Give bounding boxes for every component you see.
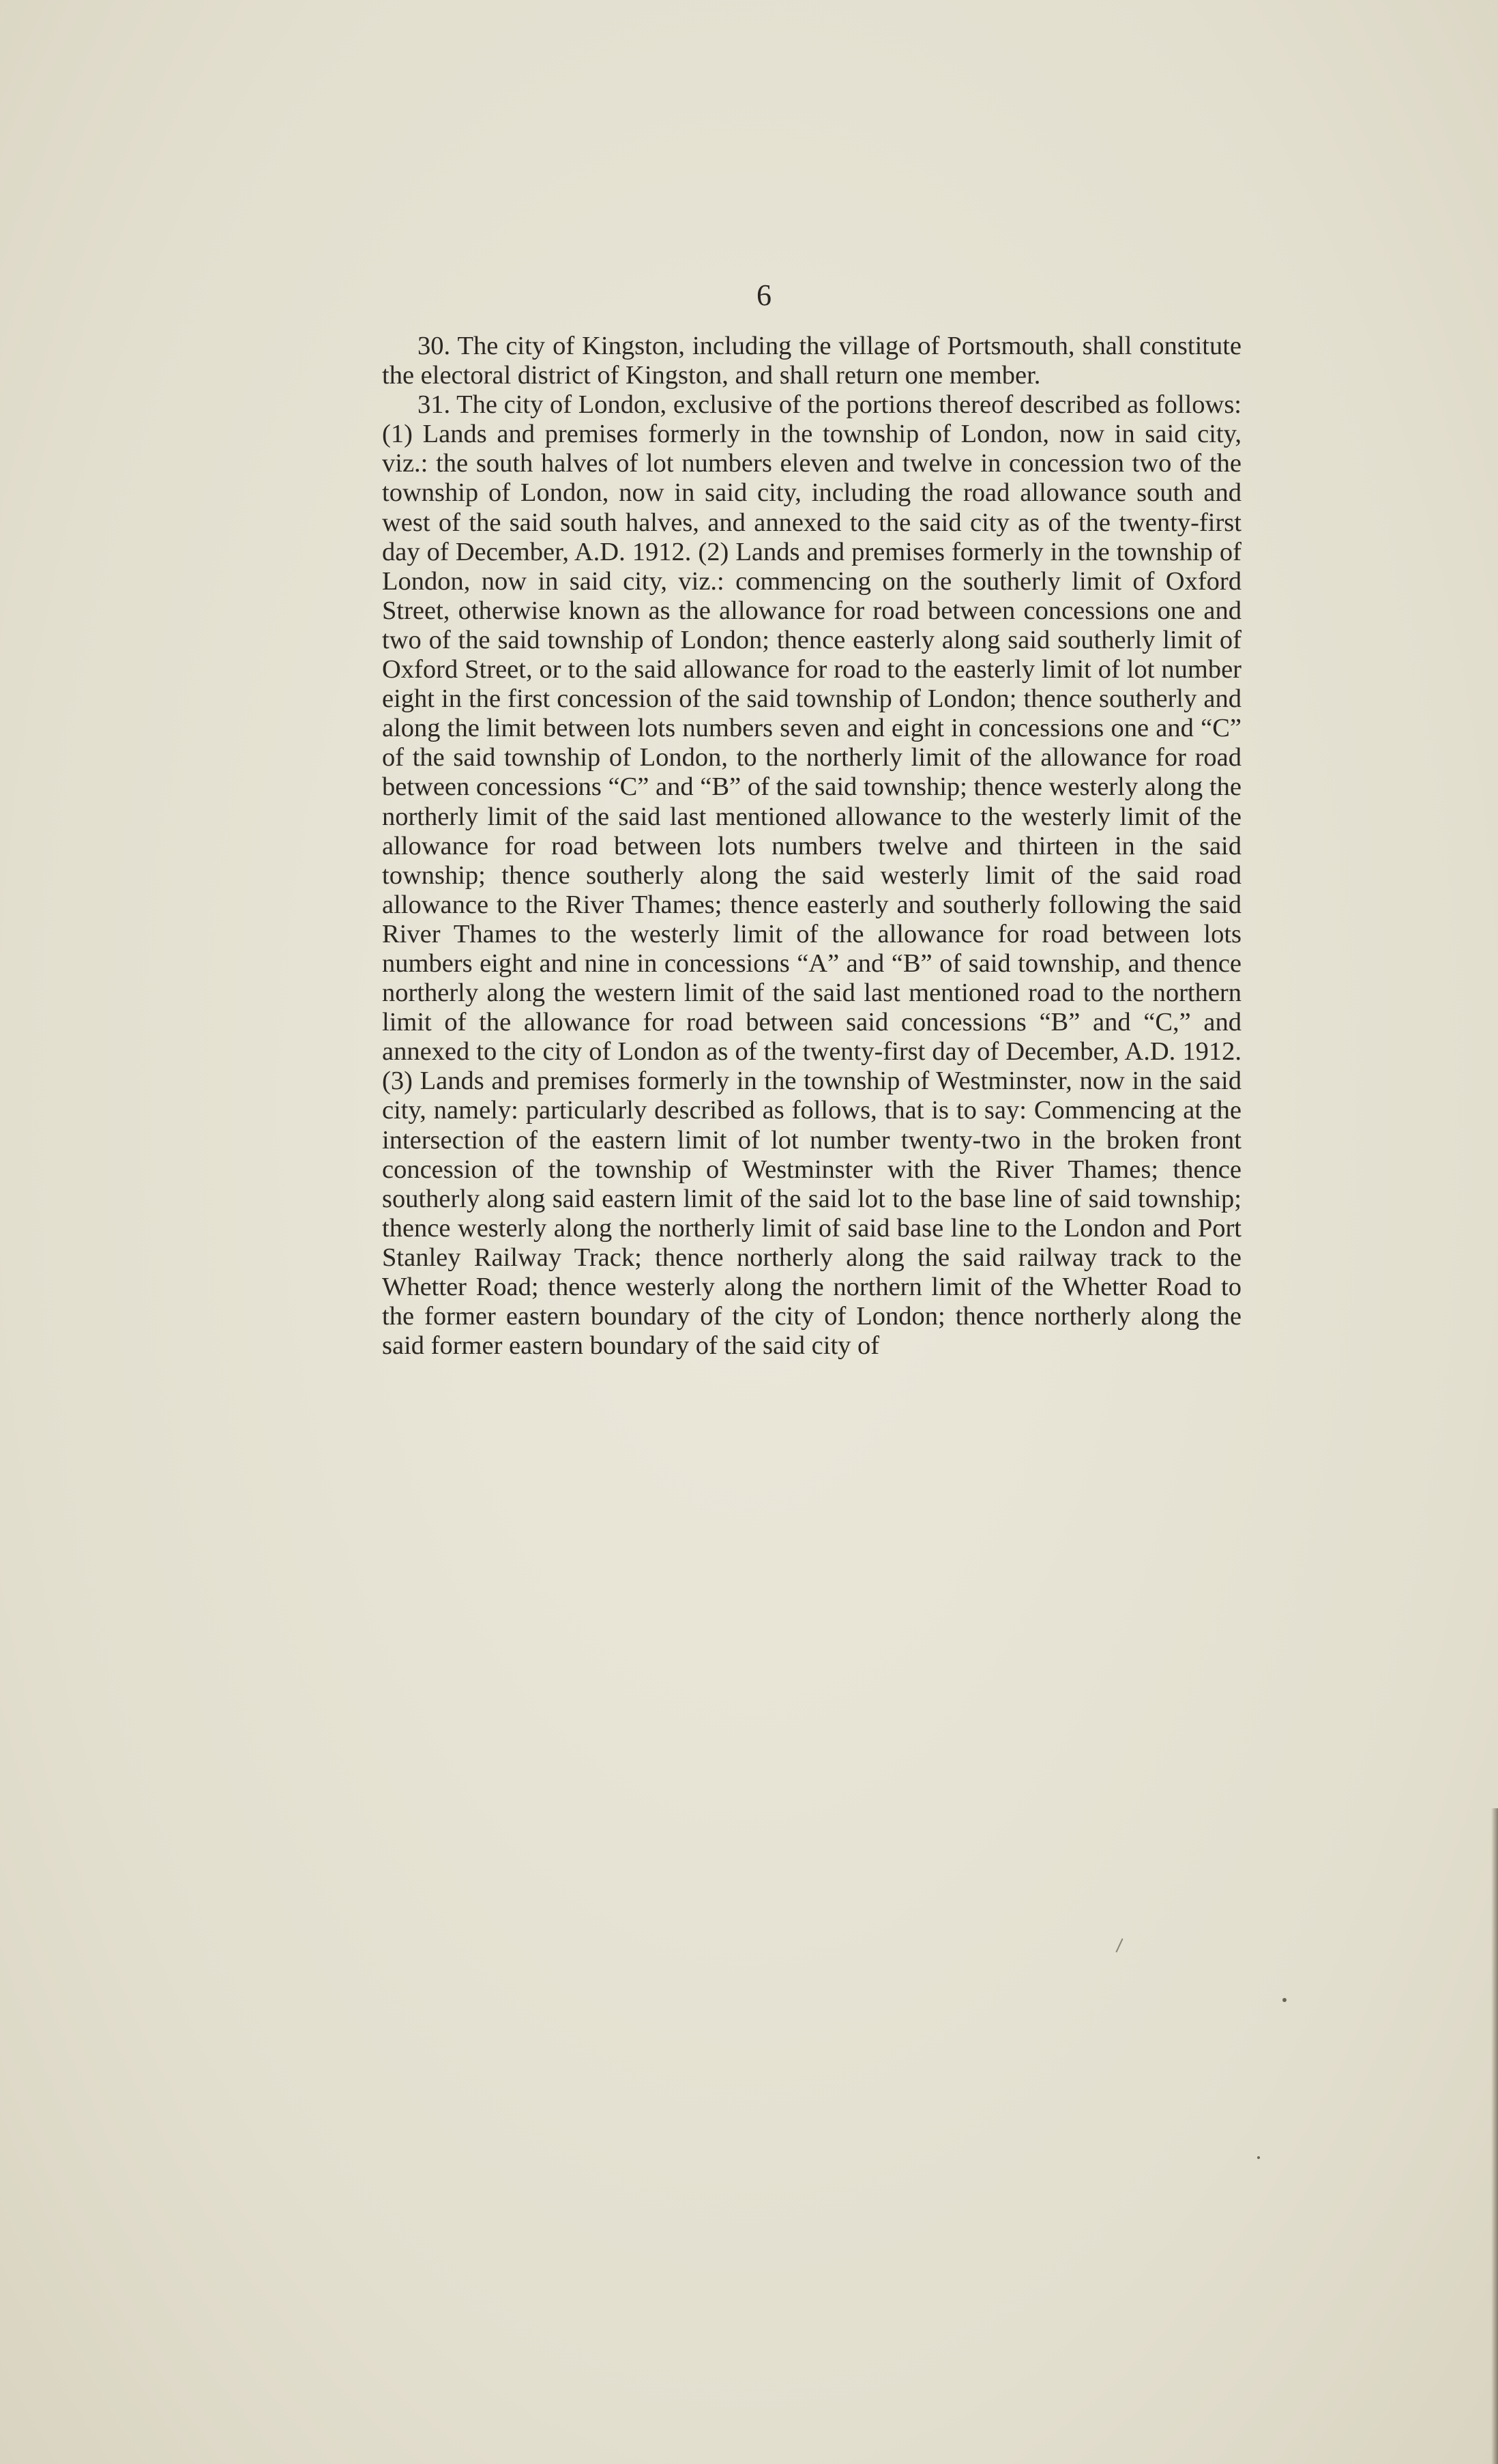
- body-text: [382, 332, 1242, 1361]
- paragraph-section-30: 30. The city of Kingston, including the village of Portsmouth, shall constitute the electoral district of Kingston, and shall return one member.: [382, 332, 1242, 390]
- page-edge-shadow: [1491, 1808, 1498, 2464]
- paper-mark: [1115, 1939, 1123, 1953]
- page-number: 6: [757, 278, 772, 312]
- paper-speck: [1257, 2156, 1260, 2159]
- paragraph-section-31: 31. The city of London, exclusive of the portions thereof described as follows: (1) Lands and premises formerly in the township of London, now in said city, viz.: the south halves of lot numbers eleven and twelve in concession two of the township of London, now in said city, including the road allowance south and west of the said south halves, and annexed to the said city as of the twenty-first day of December, A.D. 1912. (2) Lands and premises formerly in the township of London, now in said city, viz.: commencing on the southerly limit of Oxford Street, otherwise known as the allowance for road between concessions one and two of the said township of London; thence easterly along said southerly limit of Oxford Street, or to the said allowance for road to the easterly limit of lot number eight in the first concession of the said township of London; thence southerly and along the limit between lots numbers seven and eight in concessions one and “C” of the said township of London, to the northerly limit of the allowance for road between concessions “C” and “B” of the said township; thence westerly along the northerly limit of the said last mentioned allowance to the westerly limit of the allowance for road between lots numbers twelve and thirteen in the said township; thence southerly along the said westerly limit of the said road allowance to the River Thames; thence easterly and southerly following the said River Thames to the westerly limit of the allowance for road between lots numbers eight and nine in concessions “A” and “B” of said township, and thence northerly along the western limit of the said last mentioned road to the northern limit of the allowance for road between said concessions “B” and “C,” and annexed to the city of London as of the twenty-first day of December, A.D. 1912. (3) Lands and premises formerly in the township of Westminster, now in the said city, namely: particularly described as follows, that is to say: Commencing at the intersection of the eastern limit of lot number twenty-two in the broken front concession of the township of Westminster with the River Thames; thence southerly along said eastern limit of the said lot to the base line of said township; thence westerly along the northerly limit of said base line to the London and Port Stanley Railway Track; thence northerly along the said railway track to the Whetter Road; thence westerly along the northern limit of the Whetter Road to the former eastern boundary of the city of London; thence northerly along the said former eastern boundary of the said city of: [382, 390, 1242, 1361]
- paper-speck: [1282, 1998, 1287, 2002]
